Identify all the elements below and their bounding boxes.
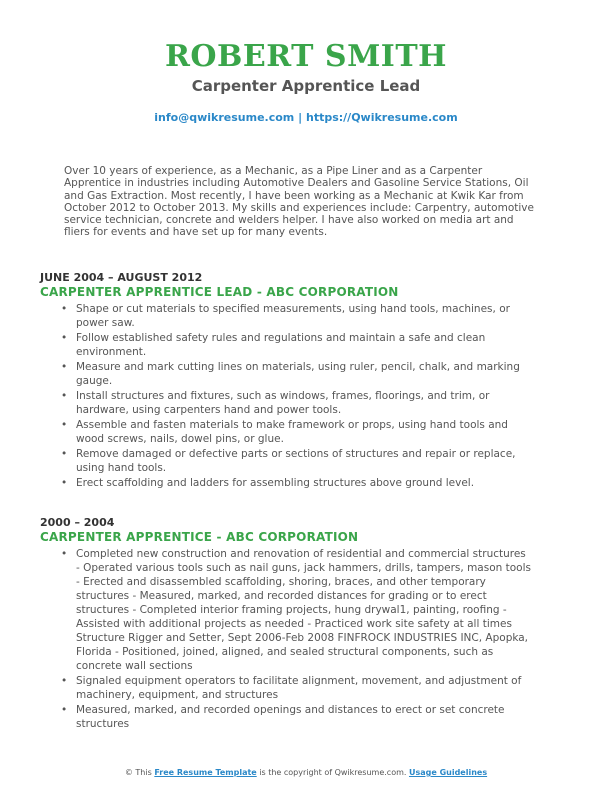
contact-line [0,111,612,124]
footer-prefix: © This [124,768,152,777]
page-footer [0,768,612,777]
list-item: • Install structures and fixtures, such as windows, frames, floorings, and trim, or hardware, using carpenters hand and power tools. [76,389,540,417]
contact-separator: | [298,111,303,124]
summary-paragraph: Over 10 years of experience, as a Mechanic, as a Pipe Liner and as a Carpenter Apprentice in industries including Automotive Dealers and Gasoline Service Stations, Oil and Gas Extraction. Most recently, I have been working as a Mechanic at Kwik Kar from October 2012 to October 2013. My skills and experiences include: Carpentry, automotive service technician, concrete and welders helper. I have also worked on media art and fliers for events and have set up for many events. [64,165,534,239]
experience-dates: JUNE 2004 – AUGUST 2012 [40,271,203,284]
list-item: • Measure and mark cutting lines on materials, using ruler, pencil, chalk, and marking gauge. [76,360,540,388]
experience-entry-2 [40,516,540,732]
footer-copyright-text: is the copyright of Qwikresume.com. [259,768,407,777]
candidate-name: ROBERT SMITH [164,39,448,74]
list-item: • Erect scaffolding and ladders for assembling structures above ground level. [76,476,540,490]
experience-dates: 2000 – 2004 [40,516,115,529]
email-link[interactable]: info@qwikresume.com [154,111,295,124]
free-resume-template-link[interactable]: Free Resume Template [154,768,257,777]
list-item: • Assemble and fasten materials to make framework or props, using hand tools and wood screws, nails, dowel pins, or glue. [76,418,540,446]
list-item: • Shape or cut materials to specified measurements, using hand tools, machines, or power saw. [76,302,540,330]
experience-entry-1 [40,271,540,491]
list-item: • Signaled equipment operators to facilitate alignment, movement, and adjustment of machinery, equipment, and structures [76,674,540,702]
job-title: Carpenter Apprentice Lead [191,77,421,95]
list-item: • Follow established safety rules and regulations and maintain a safe and clean environment. [76,331,540,359]
experience-role: CARPENTER APPRENTICE LEAD - ABC CORPORATION [40,285,399,299]
list-item: • Completed new construction and renovation of residential and commercial structures - Operated various tools such as nail guns, jack hammers, drills, tampers, mason tools - Erected and disassembled scaffolding, shoring, braces, and other temporary structures - Measured, marked, and recorded distances for grading or to erect structures - Completed interior framing projects, hung drywal1, painting, roofing - Assisted with additional projects as needed - Practiced work site safety at all times Structure Rigger and Setter, Sept 2006-Feb 2008 FINFROCK INDUSTRIES INC, Apopka, Florida - Positioned, joined, aligned, and sealed structural components, such as concrete wall sections [76,547,540,673]
experience-bullets [40,302,540,490]
experience-role: CARPENTER APPRENTICE - ABC CORPORATION [40,530,359,544]
website-link[interactable]: https://Qwikresume.com [305,111,458,124]
list-item: • Measured, marked, and recorded openings and distances to erect or set concrete structures [76,703,540,731]
usage-guidelines-link[interactable]: Usage Guidelines [408,768,488,777]
list-item: • Remove damaged or defective parts or sections of structures and repair or replace, using hand tools. [76,447,540,475]
experience-bullets [40,547,540,731]
